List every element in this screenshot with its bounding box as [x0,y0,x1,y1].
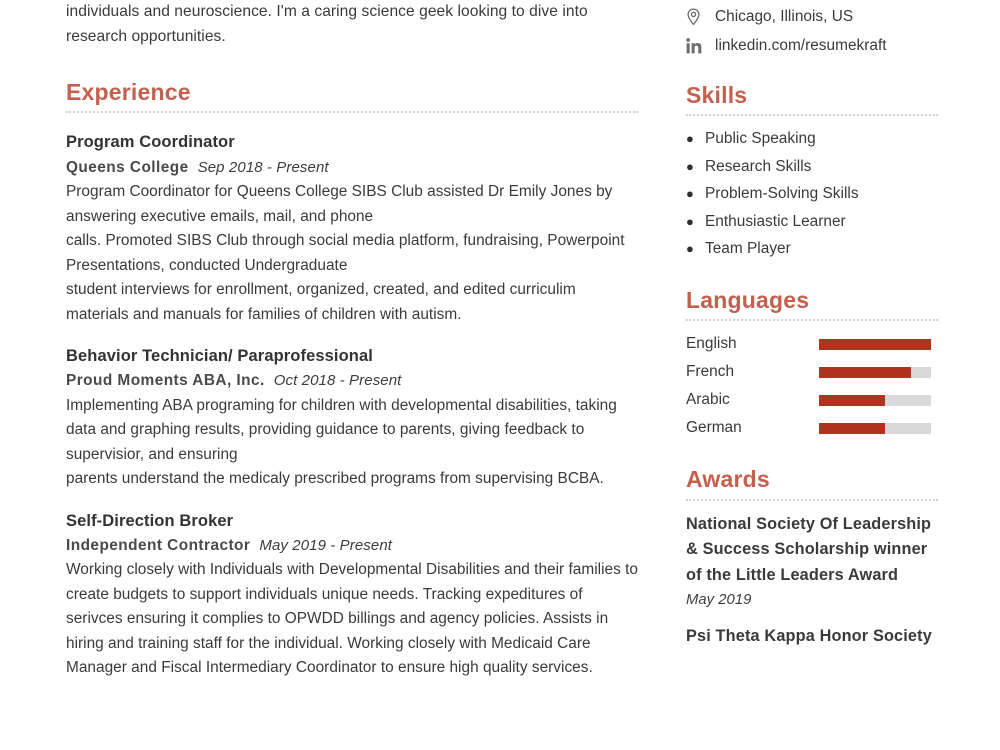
section-divider [686,114,938,116]
contact-item-linkedin[interactable] [686,31,938,60]
section-divider [686,499,938,501]
bullet-icon: ● [686,241,694,257]
linkedin-icon [686,37,706,55]
skill-label: Public Speaking [705,130,816,148]
job-description: Working closely with Individuals with Developmental Disabilities and their families to create budgets to support individuals unique needs. Tracking expeditures of serivces ensuring it complies to OPWDD billings and agency policies. Assists in hiring and training staff for the individual. Working closely with Medicaid Care Manager and Fiscal Intermediary Coordinator to ensure high quality services. [66,561,638,677]
skill-label: Problem-Solving Skills [705,185,859,203]
language-row [686,414,938,442]
job-dates: Sep 2018 - Present [197,158,329,176]
job-description: Implementing ABA programing for children with developmental disabilities, taking data and graphing results, providing guidance to parents, giving feedback to supervisior, and ensuring parents understand the medicaly prescribed programs from supervising BCBA. [66,396,617,488]
language-label: English [686,335,737,353]
languages-heading: Languages [686,286,810,313]
location-pin-icon [686,8,706,26]
contact-text: linkedin.com/resumekraft [715,36,887,54]
language-level-fill [819,395,885,406]
skill-item [686,235,938,263]
award-entry [686,512,938,614]
job-meta [66,156,638,179]
language-label: German [686,419,742,437]
skill-label: Research Skills [705,157,812,175]
job-title: Self-Direction Broker [66,511,234,530]
job-dates: Oct 2018 - Present [273,372,402,390]
bullet-icon: ● [686,213,694,229]
job-dates: May 2019 - Present [259,536,393,554]
language-row [686,330,938,358]
job-company: Queens College [66,158,189,176]
awards-heading: Awards [686,466,770,493]
job-description: Program Coordinator for Queens College SIBS Club assisted Dr Emily Jones by answering executive emails, mail, and phone calls. Promoted SIBS Club through social media platform, fundraising, Powerpoint Presentations, conducted Undergraduate student interviews for enrollment, organized, created, and edited curriculim materials and manuals for families of children with autism. [66,183,625,323]
job-meta [66,369,638,392]
skill-label: Enthusiastic Learner [705,212,846,230]
skills-heading: Skills [686,82,748,108]
sidebar-column [686,0,938,650]
skill-item [686,125,938,153]
experience-entry [66,131,638,327]
summary-paragraph: individuals and neuroscience. I'm a caring science geek looking to dive into research opportunities. [66,3,588,45]
skills-list [686,125,938,263]
experience-entry [66,345,638,492]
language-level-fill [819,339,931,350]
skill-item [686,180,938,208]
section-divider [66,111,638,113]
language-level-bar [819,423,931,434]
language-level-bar [819,367,931,378]
languages-section [686,287,938,442]
job-title: Program Coordinator [66,133,235,152]
contact-text: Chicago, Illinois, US [715,7,854,25]
skills-section [686,82,938,263]
language-row [686,386,938,414]
language-label: French [686,363,735,381]
awards-section [686,466,938,649]
bullet-icon: ● [686,131,694,147]
experience-entry [66,510,638,681]
job-company: Proud Moments ABA, Inc. [66,372,265,390]
section-divider [686,319,938,321]
language-level-bar [819,395,931,406]
award-name: Psi Theta Kappa Honor Society [686,627,932,646]
language-level-fill [819,423,885,434]
bullet-icon: ● [686,186,694,202]
skill-label: Team Player [705,240,791,258]
language-level-fill [819,367,911,378]
contact-list [686,0,938,60]
main-column [66,0,638,681]
skill-item [686,153,938,181]
language-level-bar [819,339,931,350]
languages-list [686,330,938,442]
job-company: Independent Contractor [66,536,251,554]
language-label: Arabic [686,391,730,409]
award-entry [686,624,938,650]
job-meta [66,534,638,557]
award-name: National Society Of Leadership & Success Scholarship winner of the Little Leaders Award [686,514,932,584]
language-row [686,358,938,386]
skill-item [686,208,938,236]
bullet-icon: ● [686,158,694,174]
contact-item-location [686,2,938,31]
experience-heading: Experience [66,79,191,105]
job-title: Behavior Technician/ Paraprofessional [66,347,373,366]
experience-section-header [66,79,638,113]
award-date: May 2019 [686,592,752,609]
